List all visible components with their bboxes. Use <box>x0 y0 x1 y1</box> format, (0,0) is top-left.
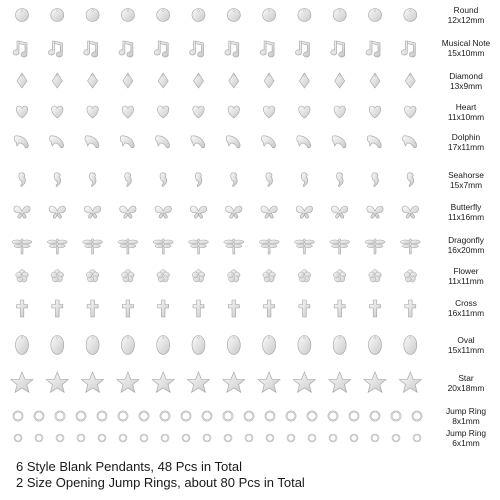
row-label-name: Diamond <box>449 71 483 81</box>
jump-ring-icon <box>392 412 401 421</box>
star-icon <box>223 372 245 392</box>
row-label <box>433 428 499 448</box>
diamond-icon <box>194 73 204 88</box>
row-label <box>433 132 499 152</box>
dragonfly-icon <box>118 239 138 254</box>
row-label-size: 16x20mm <box>447 245 485 255</box>
seahorse-icon <box>407 173 414 187</box>
star-icon <box>188 372 210 392</box>
diamond-icon <box>335 73 345 88</box>
cross-icon <box>370 300 381 317</box>
jump-ring-icon <box>183 435 190 442</box>
dolphin-icon <box>226 136 240 148</box>
row-label-size: 11x10mm <box>447 112 485 122</box>
seahorse-icon <box>160 173 167 187</box>
seahorse-icon <box>54 173 61 187</box>
diamond-icon <box>405 73 415 88</box>
dragonfly-icon <box>365 239 385 254</box>
diamond-icon <box>52 73 62 88</box>
jump-ring-icon <box>35 412 44 421</box>
row-label-name: Butterfly <box>450 202 482 212</box>
heart-icon <box>228 106 239 118</box>
oval-icon <box>86 336 99 355</box>
row-label-size: 15x10mm <box>447 48 485 58</box>
row-label <box>433 406 499 426</box>
jump-ring-icon <box>371 412 380 421</box>
dolphin-icon <box>50 136 64 148</box>
seahorse-icon <box>19 173 26 187</box>
row-label-name: Flower <box>453 266 479 276</box>
musical-note-icon <box>154 41 168 57</box>
jump-ring-icon <box>36 435 43 442</box>
butterfly-icon <box>402 206 418 218</box>
heart-icon <box>369 106 380 118</box>
row-label-size: 6x1mm <box>452 438 480 448</box>
seahorse-icon <box>195 173 202 187</box>
musical-note-icon <box>48 41 62 57</box>
jump-ring-icon <box>266 412 275 421</box>
row-label-name: Heart <box>455 102 477 112</box>
flower-icon <box>263 270 275 282</box>
flower-icon <box>86 270 98 282</box>
oval-icon <box>192 336 205 355</box>
oval-icon <box>333 336 346 355</box>
flower-icon <box>16 270 28 282</box>
row-label-size: 12x12mm <box>447 15 485 25</box>
seahorse-icon <box>231 173 238 187</box>
dolphin-icon <box>367 136 381 148</box>
row-label-size: 20x18mm <box>447 383 485 393</box>
jump-ring-icon <box>351 435 358 442</box>
seahorse-icon <box>372 173 379 187</box>
round-icon <box>86 9 99 22</box>
star-icon <box>258 372 280 392</box>
jump-ring-icon <box>99 435 106 442</box>
flower-icon <box>369 270 381 282</box>
jump-ring-icon <box>98 412 107 421</box>
dolphin-icon <box>120 136 134 148</box>
row-label <box>433 170 499 190</box>
dragonfly-icon <box>47 239 67 254</box>
musical-note-icon <box>13 41 27 57</box>
row-label <box>433 298 499 318</box>
flower-icon <box>404 270 416 282</box>
butterfly-icon <box>120 206 136 218</box>
flower-icon <box>157 270 169 282</box>
round-icon <box>192 9 205 22</box>
row-label <box>433 335 499 355</box>
caption-jump-rings: 2 Size Opening Jump Rings, about 80 Pcs in Total <box>16 475 305 490</box>
seahorse-icon <box>266 173 273 187</box>
cross-icon <box>228 300 239 317</box>
jump-ring-icon <box>413 412 422 421</box>
jump-ring-icon <box>287 412 296 421</box>
round-icon <box>369 9 382 22</box>
oval-icon <box>157 336 170 355</box>
dragonfly-icon <box>259 239 279 254</box>
dragonfly-icon <box>12 239 32 254</box>
butterfly-icon <box>226 206 242 218</box>
diamond-icon <box>264 73 274 88</box>
row-label-size: 13x9mm <box>449 81 483 91</box>
oval-icon <box>263 336 276 355</box>
heart-icon <box>405 106 416 118</box>
star-icon <box>329 372 351 392</box>
jump-ring-icon <box>78 435 85 442</box>
heart-icon <box>263 106 274 118</box>
dragonfly-icon <box>83 239 103 254</box>
oval-icon <box>121 336 134 355</box>
round-icon <box>263 9 276 22</box>
jump-ring-icon <box>77 412 86 421</box>
round-icon <box>404 9 417 22</box>
round-icon <box>51 9 64 22</box>
jump-ring-icon <box>393 435 400 442</box>
butterfly-icon <box>332 206 348 218</box>
cross-icon <box>299 300 310 317</box>
star-icon <box>46 372 68 392</box>
row-label <box>433 102 499 122</box>
dragonfly-icon <box>294 239 314 254</box>
cross-icon <box>193 300 204 317</box>
row-label-name: Cross <box>455 298 477 308</box>
row-label-size: 11x16mm <box>447 212 485 222</box>
jump-ring-icon <box>288 435 295 442</box>
seahorse-icon <box>89 173 96 187</box>
diamond-icon <box>370 73 380 88</box>
row-label <box>433 38 499 58</box>
cross-icon <box>52 300 63 317</box>
oval-icon <box>51 336 64 355</box>
flower-icon <box>51 270 63 282</box>
round-icon <box>227 9 240 22</box>
star-icon <box>11 372 33 392</box>
caption-pendants: 6 Style Blank Pendants, 48 Pcs in Total <box>16 459 242 474</box>
dragonfly-icon <box>189 239 209 254</box>
heart-icon <box>334 106 345 118</box>
cross-icon <box>17 300 28 317</box>
cross-icon <box>334 300 345 317</box>
butterfly-icon <box>49 206 65 218</box>
oval-icon <box>369 336 382 355</box>
star-icon <box>399 372 421 392</box>
diamond-icon <box>88 73 98 88</box>
row-label-size: 15x7mm <box>449 180 483 190</box>
row-label <box>433 5 499 25</box>
jump-ring-icon <box>309 435 316 442</box>
oval-icon <box>227 336 240 355</box>
diamond-icon <box>229 73 239 88</box>
seahorse-icon <box>301 173 308 187</box>
butterfly-icon <box>190 206 206 218</box>
heart-icon <box>157 106 168 118</box>
cross-icon <box>405 300 416 317</box>
row-label-name: Seahorse <box>448 170 484 180</box>
jump-ring-icon <box>246 435 253 442</box>
star-icon <box>152 372 174 392</box>
cross-icon <box>87 300 98 317</box>
row-label-name: Round <box>453 5 479 15</box>
row-label <box>433 266 499 286</box>
row-label-size: 11x11mm <box>448 276 484 286</box>
dolphin-icon <box>332 136 346 148</box>
diamond-icon <box>17 73 27 88</box>
row-label-name: Dolphin <box>451 132 481 142</box>
dragonfly-icon <box>330 239 350 254</box>
round-icon <box>121 9 134 22</box>
diamond-icon <box>158 73 168 88</box>
heart-icon <box>87 106 98 118</box>
dolphin-icon <box>297 136 311 148</box>
row-label-name: Dragonfly <box>448 235 484 245</box>
heart-icon <box>52 106 63 118</box>
jump-ring-icon <box>267 435 274 442</box>
dolphin-icon <box>191 136 205 148</box>
oval-icon <box>16 336 29 355</box>
jump-ring-icon <box>414 435 421 442</box>
round-icon <box>298 9 311 22</box>
star-icon <box>364 372 386 392</box>
dolphin-icon <box>14 136 28 148</box>
dolphin-icon <box>156 136 170 148</box>
row-label-size: 15x11mm <box>447 345 485 355</box>
jump-ring-icon <box>204 435 211 442</box>
butterfly-icon <box>296 206 312 218</box>
row-label-name: Oval <box>457 335 475 345</box>
jump-ring-icon <box>203 412 212 421</box>
jump-ring-icon <box>372 435 379 442</box>
jump-ring-icon <box>350 412 359 421</box>
musical-note-icon <box>119 41 133 57</box>
butterfly-icon <box>84 206 100 218</box>
musical-note-icon <box>190 41 204 57</box>
row-label-name: Star <box>458 373 474 383</box>
jump-ring-icon <box>225 435 232 442</box>
musical-note-icon <box>401 41 415 57</box>
butterfly-icon <box>261 206 277 218</box>
butterfly-icon <box>14 206 30 218</box>
star-icon <box>82 372 104 392</box>
jump-ring-icon <box>14 412 23 421</box>
diamond-icon <box>299 73 309 88</box>
heart-icon <box>299 106 310 118</box>
star-icon <box>117 372 139 392</box>
jump-ring-icon <box>161 412 170 421</box>
flower-icon <box>334 270 346 282</box>
jump-ring-icon <box>120 435 127 442</box>
jump-ring-icon <box>141 435 148 442</box>
row-label-name: Jump Ring <box>445 406 487 416</box>
musical-note-icon <box>295 41 309 57</box>
oval-icon <box>298 336 311 355</box>
row-label-size: 8x1mm <box>452 416 480 426</box>
flower-icon <box>122 270 134 282</box>
row-label <box>433 235 499 255</box>
jump-ring-icon <box>119 412 128 421</box>
butterfly-icon <box>367 206 383 218</box>
cross-icon <box>158 300 169 317</box>
heart-icon <box>16 106 27 118</box>
dragonfly-icon <box>224 239 244 254</box>
row-label-name: Jump Ring <box>445 428 487 438</box>
musical-note-icon <box>260 41 274 57</box>
round-icon <box>333 9 346 22</box>
dolphin-icon <box>403 136 417 148</box>
row-label-name: Musical Note <box>441 38 491 48</box>
dragonfly-icon <box>153 239 173 254</box>
jump-ring-icon <box>308 412 317 421</box>
dolphin-icon <box>85 136 99 148</box>
heart-icon <box>122 106 133 118</box>
jump-ring-icon <box>57 435 64 442</box>
star-icon <box>293 372 315 392</box>
oval-icon <box>404 336 417 355</box>
jump-ring-icon <box>162 435 169 442</box>
row-label-size: 17x11mm <box>447 142 485 152</box>
cross-icon <box>122 300 133 317</box>
flower-icon <box>228 270 240 282</box>
row-label-size: 16x11mm <box>447 308 485 318</box>
musical-note-icon <box>331 41 345 57</box>
jump-ring-icon <box>182 412 191 421</box>
musical-note-icon <box>84 41 98 57</box>
cross-icon <box>264 300 275 317</box>
musical-note-icon <box>366 41 380 57</box>
jump-ring-icon <box>56 412 65 421</box>
seahorse-icon <box>337 173 344 187</box>
butterfly-icon <box>155 206 171 218</box>
flower-icon <box>192 270 204 282</box>
diamond-icon <box>123 73 133 88</box>
jump-ring-icon <box>330 435 337 442</box>
jump-ring-icon <box>224 412 233 421</box>
dragonfly-icon <box>400 239 420 254</box>
jump-ring-icon <box>245 412 254 421</box>
round-icon <box>157 9 170 22</box>
row-label <box>433 71 499 91</box>
musical-note-icon <box>225 41 239 57</box>
heart-icon <box>193 106 204 118</box>
seahorse-icon <box>125 173 132 187</box>
jump-ring-icon <box>140 412 149 421</box>
jump-ring-icon <box>329 412 338 421</box>
dolphin-icon <box>261 136 275 148</box>
jump-ring-icon <box>15 435 22 442</box>
row-label <box>433 373 499 393</box>
flower-icon <box>298 270 310 282</box>
round-icon <box>16 9 29 22</box>
row-label <box>433 202 499 222</box>
